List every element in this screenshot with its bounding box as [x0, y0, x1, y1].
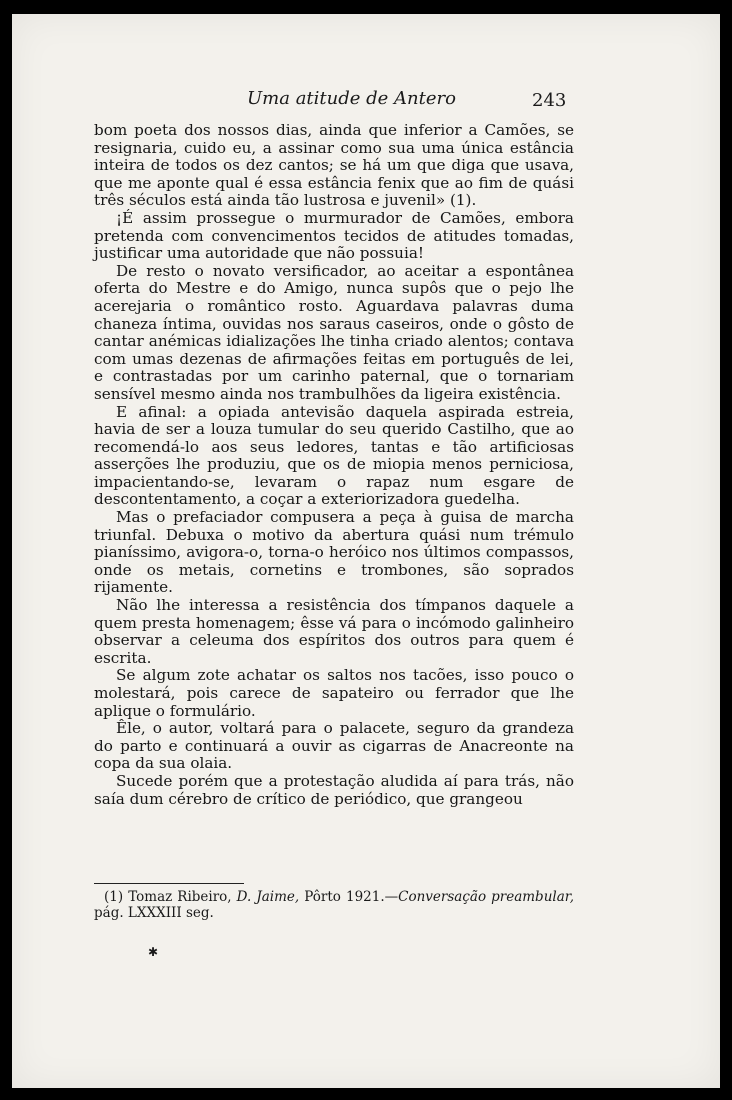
page — [12, 14, 720, 1088]
page-number: 243 — [532, 90, 567, 111]
paragraph: Não lhe interessa a resistência dos tímpanos daquele a quem presta homenagem; êsse vá para o incómodo galinheiro observar a celeuma dos espíritos dos outros para quem é escrita. — [94, 596, 574, 667]
body-text — [94, 122, 574, 808]
paragraph: ¡É assim prossegue o murmurador de Camões, embora pretenda com convencimentos tecidos de atitudes tomadas, justificar uma autoridade que não possuia! — [94, 208, 574, 263]
footnote-place-date: Pôrto 1921.— — [304, 889, 399, 905]
footnote-title: D. Jaime, — [236, 889, 300, 905]
page-header — [12, 88, 720, 114]
paragraph: Se algum zote achatar os saltos nos tacões, isso pouco o molestará, pois carece de sapateiro ou ferrador que lhe aplique o formulário. — [94, 666, 574, 720]
footnote-rule — [94, 883, 244, 884]
footnote-section: Conversação preambular, — [398, 889, 575, 905]
paragraph: E afinal: a opiada antevisão daquela aspirada estreia, havia de ser a louza tumular do seu querido Castilho, que ao recomendá-lo aos seus ledores, tantas e tão artificiosas asserções lhe produziu, que os de miopia menos perniciosa, impacientando-se, levaram o rapaz num esgare de descontentamento, a coçar a exteriorizadora guedelha. — [94, 402, 574, 509]
paragraph: Sucede porém que a protestação aludida aí para trás, não saía dum cérebro de crítico de periódico, que grangeou — [94, 771, 574, 808]
running-title: Uma atitude de Antero — [247, 88, 456, 109]
ornament-asterisk: ✱ — [148, 945, 159, 959]
paragraph: Mas o prefaciador compusera a peça à guisa de marcha triunfal. Debuxa o motivo da abertura quási num trémulo pianíssimo, avigora-o, torna-o heróico nos últimos compassos, onde os metais, cornetins e trombones, são soprados rijamente. — [94, 508, 574, 597]
paragraph: Êle, o autor, voltará para o palacete, seguro da grandeza do parto e continuará a ouvir as cigarras de Anacreonte na copa da sua olaia. — [94, 719, 574, 773]
footnote-page-ref: pág. LXXXIII seg. — [94, 905, 214, 921]
paragraph: bom poeta dos nossos dias, ainda que inferior a Camões, se resignaria, cuido eu, a assinar como sua uma única estância inteira de todos os dez cantos; se há um que diga que usava, que me aponte qual é essa estância fenix que ao fim de quási três séculos está ainda tão lustrosa e juvenil» (1). — [94, 121, 574, 210]
paragraph: De resto o novato versificador, ao aceitar a espontânea oferta do Mestre e do Amigo, nunca supôs que o pejo lhe acerejaria o romântico rosto. Aguardava palavras duma chaneza íntima, ouvidas nos saraus caseiros, onde o gôsto de cantar anémicas idializações lhe tinha criado alentos; contava com umas dezenas de afirmações feitas em português de lei, e contrastadas por um carinho paternal, que o tornariam sensível mesmo ainda nos trambulhões da ligeira existência. — [94, 261, 574, 403]
footnote-marker: (1) — [104, 889, 124, 905]
footnote-author: Tomaz Ribeiro, — [128, 889, 232, 905]
footnote — [94, 889, 574, 921]
